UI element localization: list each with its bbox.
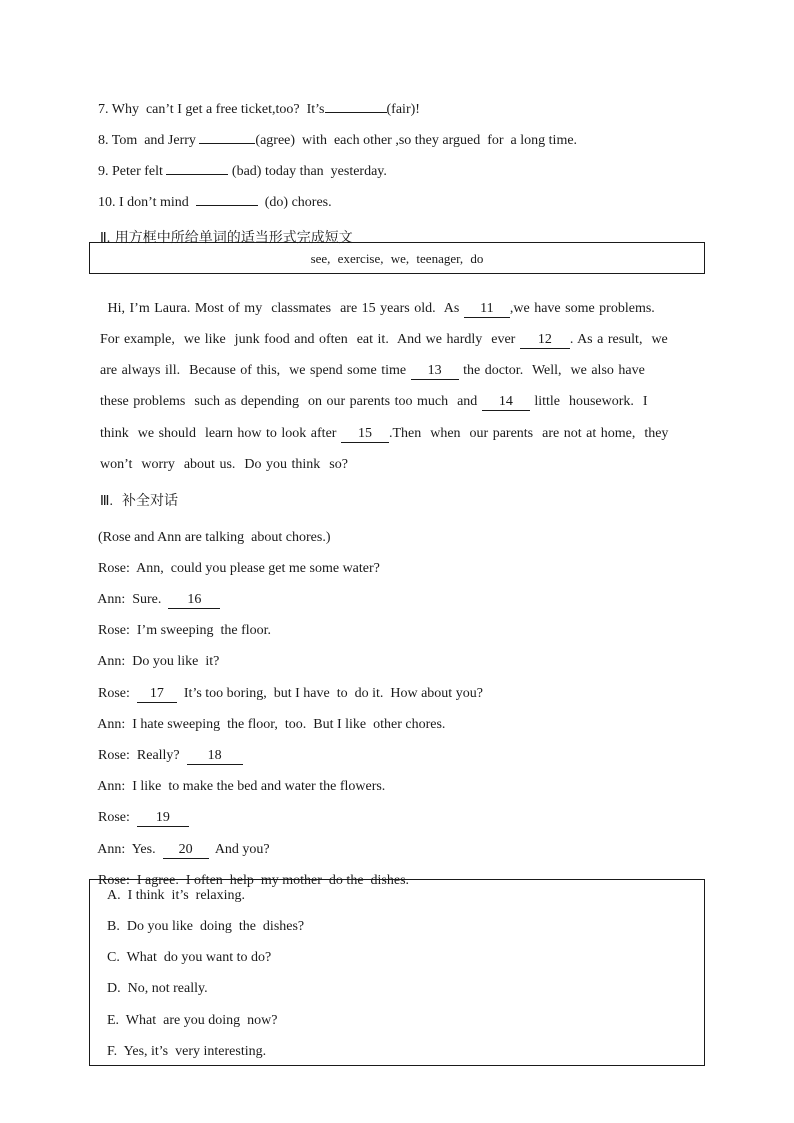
section-2-numeral: Ⅱ. bbox=[99, 231, 111, 246]
answer-blank-11[interactable]: 11 bbox=[464, 301, 510, 318]
option-b: B. Do you like doing the dishes? bbox=[107, 919, 305, 934]
dialogue-line: Ann: I hate sweeping the floor, too. But I like other chores. bbox=[97, 717, 446, 732]
question-10: 10. I don’t mind (do) chores. bbox=[98, 195, 332, 210]
option-a: A. I think it’s relaxing. bbox=[107, 888, 246, 903]
passage-line: these problems such as depending on our parents too much and 14 little housework. I bbox=[100, 394, 648, 409]
option-e: E. What are you doing now? bbox=[107, 1013, 278, 1028]
answer-blank-13[interactable]: 13 bbox=[411, 363, 459, 380]
question-7: 7. Why can’t I get a free ticket,too? It’s (fair)! bbox=[98, 102, 420, 117]
answer-blank[interactable] bbox=[196, 205, 258, 206]
dialogue-line: Rose: Ann, could you please get me some water? bbox=[98, 561, 380, 576]
answer-blank-16[interactable]: 16 bbox=[168, 592, 220, 609]
answer-blank-20[interactable]: 20 bbox=[163, 842, 209, 859]
question-8: 8. Tom and Jerry (agree) with each other ,so they argued for a long time. bbox=[98, 133, 578, 148]
word-bank-box bbox=[89, 242, 705, 274]
passage-line: Hi, I’m Laura. Most of my classmates are 15 years old. As 11 ,we have some problems. bbox=[103, 301, 655, 316]
passage-line: think we should learn how to look after 15 .Then when our parents are not at home, they bbox=[100, 426, 669, 441]
passage-line: won’t worry about us. Do you think so? bbox=[100, 457, 348, 472]
options-box bbox=[89, 879, 705, 1066]
passage-line: For example, we like junk food and often eat it. And we hardly ever 12 . As a result, we bbox=[100, 332, 668, 347]
answer-blank-14[interactable]: 14 bbox=[482, 394, 530, 411]
option-f: F. Yes, it’s very interesting. bbox=[107, 1044, 267, 1059]
answer-blank[interactable] bbox=[199, 143, 255, 144]
word-bank: see, exercise, we, teenager, do bbox=[310, 251, 484, 266]
answer-blank[interactable] bbox=[325, 112, 387, 113]
answer-blank-12[interactable]: 12 bbox=[520, 332, 570, 349]
dialogue-line: (Rose and Ann are talking about chores.) bbox=[98, 530, 331, 545]
dialogue-line: Ann: Sure. 16 bbox=[91, 573, 220, 609]
option-d: D. No, not really. bbox=[107, 981, 208, 996]
passage-line: are always ill. Because of this, we spend some time 13 the doctor. Well, we also have bbox=[100, 363, 645, 378]
option-c: C. What do you want to do? bbox=[107, 950, 272, 965]
dialogue-line: Ann: Do you like it? bbox=[97, 654, 220, 669]
question-9: 9. Peter felt (bad) today than yesterday. bbox=[98, 164, 387, 179]
answer-blank-15[interactable]: 15 bbox=[341, 426, 389, 443]
dialogue-line: Rose: I agree. I often help my mother do the dishes. bbox=[98, 873, 410, 888]
section-2-title: 用方框中所给单词的适当形式完成短文 bbox=[114, 230, 353, 246]
section-3-title: 补全对话 bbox=[121, 493, 178, 509]
answer-blank-18[interactable]: 18 bbox=[187, 748, 243, 765]
dialogue-line: Rose: 19 bbox=[91, 791, 189, 827]
dialogue-line: Rose: I’m sweeping the floor. bbox=[98, 623, 272, 638]
section-3-numeral: Ⅲ. bbox=[99, 494, 114, 509]
answer-blank-19[interactable]: 19 bbox=[137, 810, 189, 827]
answer-blank-17[interactable]: 17 bbox=[137, 686, 177, 703]
dialogue-line: Rose: 17 It’s too boring, but I have to do it. How about you? bbox=[98, 686, 483, 701]
dialogue-line: Ann: I like to make the bed and water the flowers. bbox=[97, 779, 386, 794]
dialogue-line: Ann: Yes. 20 And you? bbox=[97, 842, 270, 857]
section-3-heading bbox=[91, 474, 178, 511]
dialogue-line: Rose: Really? 18 bbox=[91, 729, 243, 765]
answer-blank[interactable] bbox=[166, 174, 228, 175]
